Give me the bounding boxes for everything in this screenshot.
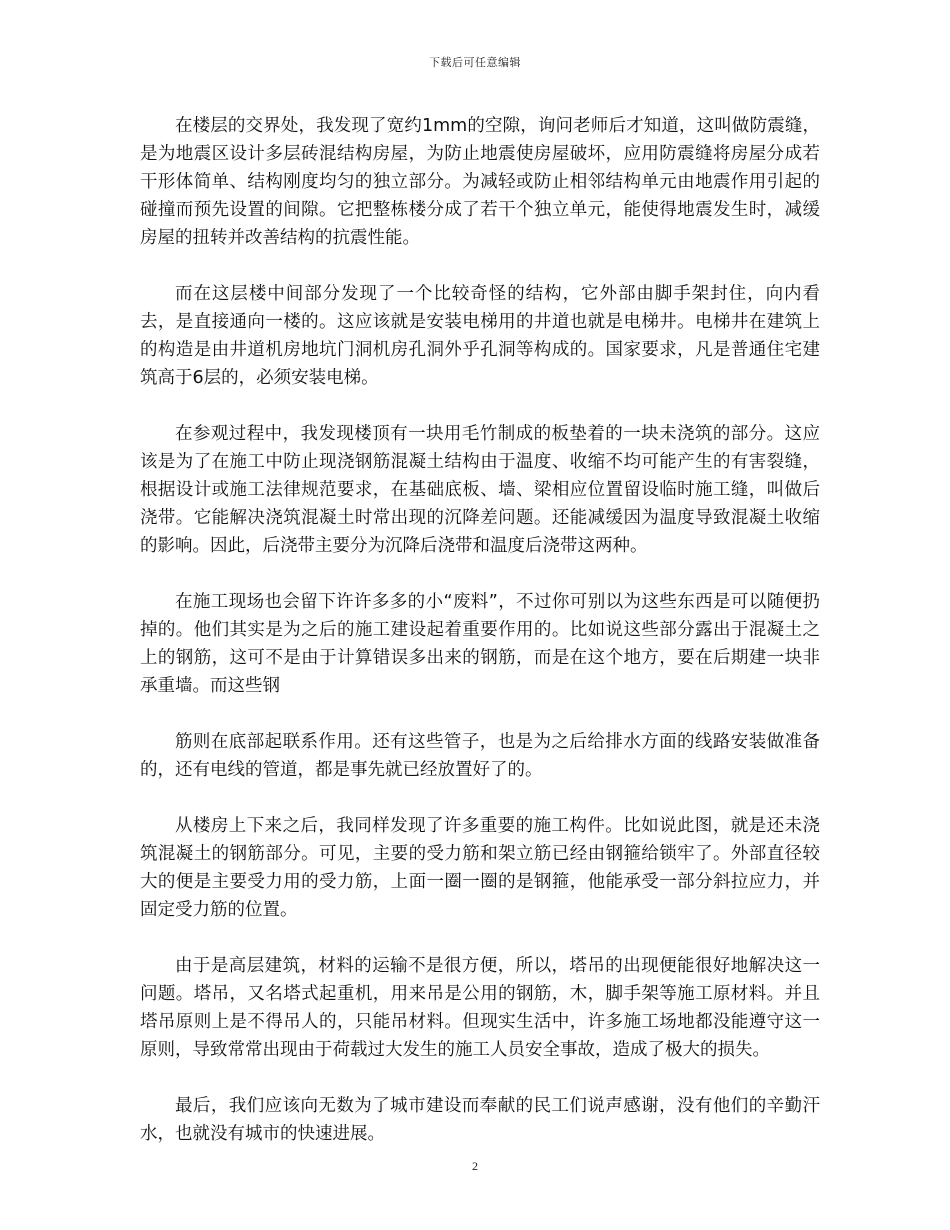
paragraph-waste-material: 在施工现场也会留下许许多多的小“废料”，不过你可别以为这些东西是可以随便扔掉的。他们其实是为之后的施工建设起着重要作用的。比如说这些部分露出于混凝土之上的钢筋，这可不是由于计算错误多出来的钢筋，而是在这个地方，要在后期建一块非承重墙。而这些钢 [140,592,820,696]
paragraph-conclusion: 最后，我们应该向无数为了城市建设而奉献的民工们说声感谢，没有他们的辛勤汗水，也就没有城市的快速进展。 [140,1096,820,1144]
paragraph-seismic-joint: 在楼层的交界处，我发现了宽约1mm的空隙，询问老师后才知道，这叫做防震缝，是为地震区设计多层砖混结构房屋，为防止地震使房屋破坏，应用防震缝将房屋分成若干形体简单、结构刚度均匀的独立部分。为减轻或防止相邻结构单元由地震作用引起的碰撞而预先设置的间隙。它把整栋楼分成了若干个独立单元，能使得地震发生时，减缓房屋的扭转并改善结构的抗震性能。 [140,116,820,248]
paragraph-rebar-pipes: 筋则在底部起联系作用。还有这些管子，也是为之后给排水方面的线路安装做准备的，还有电线的管道，都是事先就已经放置好了的。 [140,732,820,780]
paragraph-elevator-shaft: 而在这层楼中间部分发现了一个比较奇怪的结构，它外部由脚手架封住，向内看去，是直接通向一楼的。这应该就是安装电梯用的井道也就是电梯井。电梯井在建筑上的构造是由井道机房地坑门洞机房孔洞外乎孔洞等构成的。国家要求，凡是普通住宅建筑高于6层的，必须安装电梯。 [140,284,820,388]
page-number: 2 [472,1159,478,1173]
document-body [140,112,820,1176]
paragraph-reinforcement: 从楼房上下来之后，我同样发现了许多重要的施工构件。比如说此图，就是还未浇筑混凝土的钢筋部分。可见，主要的受力筋和架立筋已经由钢箍给锁牢了。外部直径较大的便是主要受力用的受力筋，上面一圈一圈的是钢箍，他能承受一部分斜拉应力，并固定受力筋的位置。 [140,816,820,920]
paragraph-tower-crane: 由于是高层建筑，材料的运输不是很方便，所以，塔吊的出现便能很好地解决这一问题。塔吊，又名塔式起重机，用来吊是公用的钢筋，木，脚手架等施工原材料。并且塔吊原则上是不得吊人的，只能吊材料。但现实生活中，许多施工场地都没能遵守这一原则，导致常常出现由于荷载过大发生的施工人员安全事故，造成了极大的损失。 [140,956,820,1060]
page-header: 下载后可任意编辑 [429,56,521,69]
paragraph-post-cast-strip: 在参观过程中，我发现楼顶有一块用毛竹制成的板垫着的一块未浇筑的部分。这应该是为了在施工中防止现浇钢筋混凝土结构由于温度、收缩不均可能产生的有害裂缝，根据设计或施工法律规范要求，在基础底板、墙、梁相应位置留设临时施工缝，叫做后浇带。它能解决浇筑混凝土时常出现的沉降差问题。还能减缓因为温度导致混凝土收缩的影响。因此，后浇带主要分为沉降后浇带和温度后浇带这两种。 [140,424,820,556]
